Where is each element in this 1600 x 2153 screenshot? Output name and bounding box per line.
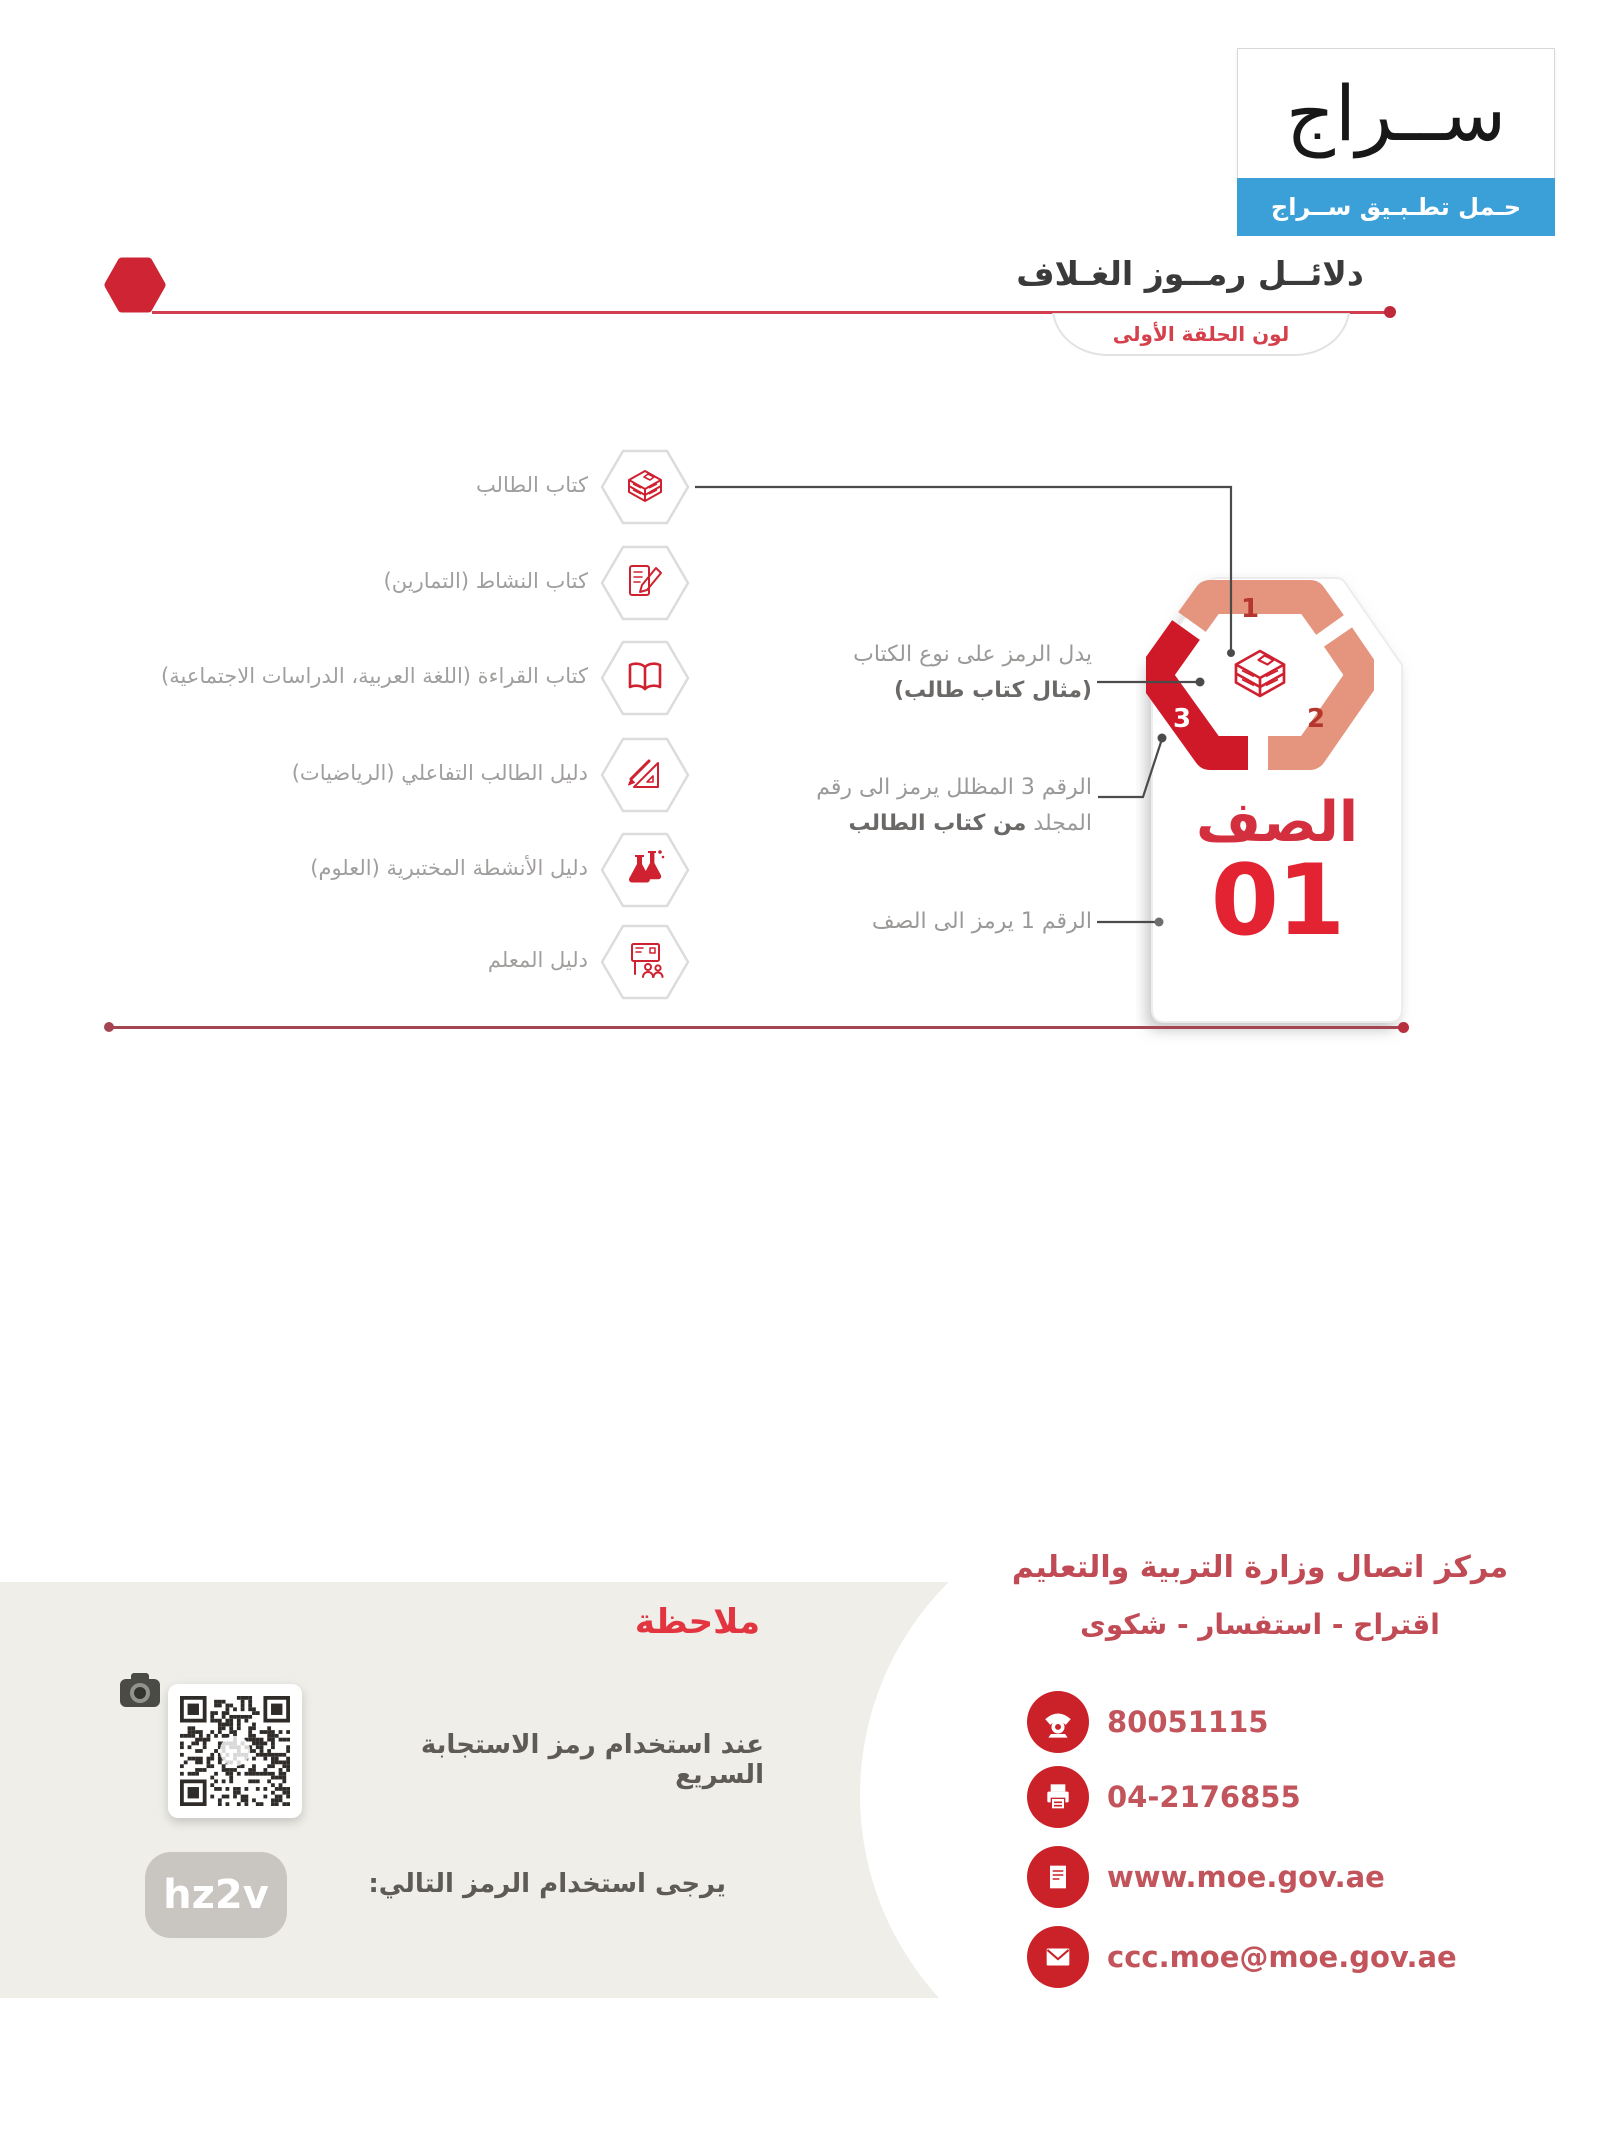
lab-activities-icon: [598, 827, 692, 913]
badge-segment-1-number: 1: [1240, 594, 1260, 624]
siraj-logo-text: ســراج: [1285, 69, 1507, 158]
contact-email-value[interactable]: ccc.moe@moe.gov.ae: [1107, 1940, 1457, 1974]
legend-item-teacher-guide: دليل المعلم: [487, 948, 588, 972]
badge-segment-2-number: 2: [1306, 704, 1326, 734]
siraj-app-tagline: حـمل تطـبـيق ســراج: [1270, 193, 1522, 221]
annotation-symbol-line1: يدل الرمز على نوع الكتاب: [853, 642, 1092, 667]
activity-book-icon: [598, 540, 692, 626]
section-divider-rule: [110, 1026, 1405, 1029]
note-title: ملاحظة: [634, 1602, 760, 1642]
siraj-logo: [1237, 48, 1555, 180]
legend-item-lab-guide: دليل الأنشطة المختبرية (العلوم): [310, 856, 588, 880]
grade-badge-hexagon-ring: [1146, 575, 1374, 775]
student-books-icon: [598, 444, 692, 530]
annotation-volume: [790, 770, 1092, 842]
cycle-color-tab-label: لون الحلقة الأولى: [1112, 322, 1290, 346]
qr-code-chip: [145, 1852, 287, 1938]
qr-code: [180, 1696, 290, 1806]
qr-code-label: hz2v: [163, 1872, 269, 1918]
fax-icon: [1027, 1766, 1089, 1828]
siraj-app-banner: [1237, 178, 1555, 236]
divider-right-dot: [1398, 1022, 1409, 1033]
divider-left-dot: [104, 1022, 114, 1032]
contact-row-website: [1027, 1845, 1385, 1909]
note-line2: يرجى استخدام الرمز التالي:: [368, 1869, 726, 1899]
annotation-volume-line1: الرقم 3 المظلل يرمز الى رقم: [816, 775, 1092, 800]
contact-row-fax: [1027, 1765, 1301, 1829]
annotation-symbol-line2: (مثال كتاب طالب): [893, 678, 1092, 703]
page-title: دلائــل رمــوز الغـلاف: [1016, 254, 1364, 293]
email-icon: [1027, 1926, 1089, 1988]
badge-segment-3-number: 3: [1172, 704, 1192, 734]
note-line1: عند استخدام رمز الاستجابة السريع: [420, 1730, 764, 1790]
legend-item-reading-book: كتاب القراءة (اللغة العربية، الدراسات الاجتماعية): [161, 664, 588, 688]
annotation-volume-line2a: المجلد: [1026, 811, 1092, 836]
contact-heading1: مركز اتصال وزارة التربية والتعليم: [1011, 1550, 1509, 1585]
contact-heading2: اقتراح - استفسار - شكوى: [1080, 1608, 1440, 1641]
legend-item-student-book: كتاب الطالب: [475, 473, 588, 497]
annotation-grade-line1: الرقم 1 يرمز الى الصف: [871, 909, 1092, 934]
phone-icon: [1027, 1691, 1089, 1753]
teacher-guide-icon: [598, 919, 692, 1005]
note-panel: [0, 1582, 985, 1998]
header-rule-end-dot: [1384, 306, 1396, 318]
interactive-guide-icon: [598, 732, 692, 818]
annotation-grade: [790, 904, 1092, 940]
annotation-symbol: [790, 637, 1092, 709]
contact-row-email: [1027, 1925, 1457, 1989]
contact-row-phone: [1027, 1690, 1268, 1754]
legend-item-interactive-guide: دليل الطالب التفاعلي (الرياضيات): [291, 761, 588, 785]
camera-icon: [116, 1664, 164, 1712]
contact-fax-value: 04-2176855: [1107, 1780, 1301, 1814]
contact-website-value[interactable]: www.moe.gov.ae: [1107, 1860, 1385, 1894]
qr-code-card: [168, 1684, 302, 1818]
grade-label: الصف: [1195, 790, 1359, 855]
legend-item-activity-book: كتاب النشاط (التمارين): [383, 569, 588, 593]
contact-phone-value: 80051115: [1107, 1705, 1269, 1739]
grade-number: 01: [1210, 844, 1344, 958]
website-icon: [1027, 1846, 1089, 1908]
reading-book-icon: [598, 635, 692, 721]
panel-curve-cutout: [860, 1582, 985, 1998]
hexagon-bullet-icon: [103, 253, 167, 317]
annotation-volume-line2b: من كتاب الطالب: [848, 811, 1027, 836]
